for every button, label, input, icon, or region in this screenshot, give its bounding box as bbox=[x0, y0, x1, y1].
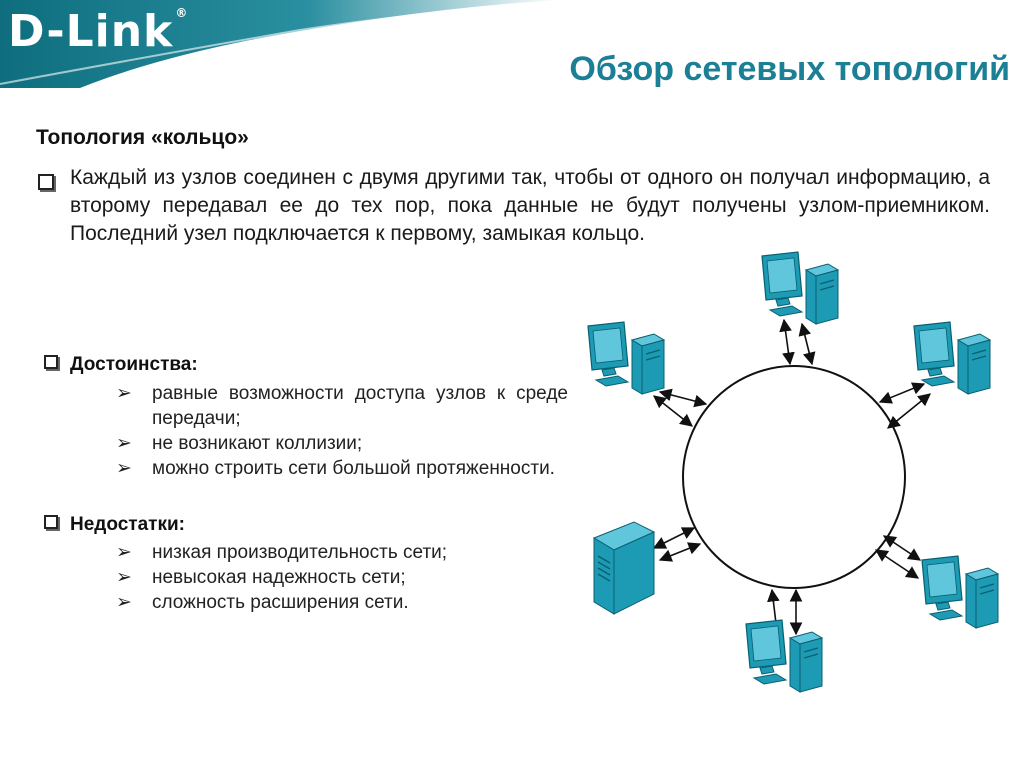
list-item: ➢ невысокая надежность сети; bbox=[116, 567, 406, 588]
section-heading: Топология «кольцо» bbox=[36, 126, 249, 149]
arrow-bullet-icon: ➢ bbox=[116, 542, 132, 563]
list-item: ➢ не возникают коллизии; bbox=[116, 433, 363, 454]
ring-link-arrow bbox=[654, 528, 694, 548]
ring-link-arrow bbox=[654, 396, 692, 426]
arrow-bullet-icon: ➢ bbox=[116, 458, 132, 479]
server-icon bbox=[594, 522, 654, 614]
arrow-bullet-icon: ➢ bbox=[116, 567, 132, 588]
workstation-icon bbox=[914, 322, 990, 394]
ring-link-arrow bbox=[784, 320, 790, 364]
ring-link-arrow bbox=[880, 384, 924, 402]
arrow-bullet-icon: ➢ bbox=[116, 592, 132, 613]
advantages-heading: Достоинства: bbox=[44, 354, 198, 376]
list-item: ➢ равные возможности доступа узлов к среде передачи; bbox=[116, 383, 568, 429]
workstation-icon bbox=[922, 556, 998, 628]
list-item: ➢ сложность расширения сети. bbox=[116, 592, 409, 613]
dlink-logo: D-Link ® bbox=[8, 6, 189, 57]
ring-link-arrow bbox=[660, 392, 706, 404]
ring-link-arrow bbox=[884, 536, 920, 560]
ring-link-arrow bbox=[888, 394, 930, 428]
workstation-icon bbox=[588, 322, 664, 394]
page-title: Обзор сетевых топологий bbox=[569, 50, 1010, 88]
disadvantages-heading: Недостатки: bbox=[44, 514, 185, 536]
description-text: Каждый из узлов соединен с двумя другими так, чтобы от одного он получал информацию, а второму передавал ее до тех пор, пока данные не будут получены узлом-приемником. Последний узел подключается к первому, замыкая кольцо. bbox=[70, 166, 990, 245]
list-item: ➢ можно строить сети большой протяженности. bbox=[116, 458, 555, 479]
ring-circle bbox=[683, 366, 905, 588]
list-item: ➢ низкая производительность сети; bbox=[116, 542, 448, 563]
arrow-bullet-icon: ➢ bbox=[116, 433, 132, 454]
ring-link-arrow bbox=[802, 324, 812, 364]
arrow-bullet-icon: ➢ bbox=[116, 383, 132, 404]
ring-link-arrow bbox=[660, 544, 700, 560]
workstation-icon bbox=[746, 620, 822, 692]
workstation-icon bbox=[762, 252, 838, 324]
